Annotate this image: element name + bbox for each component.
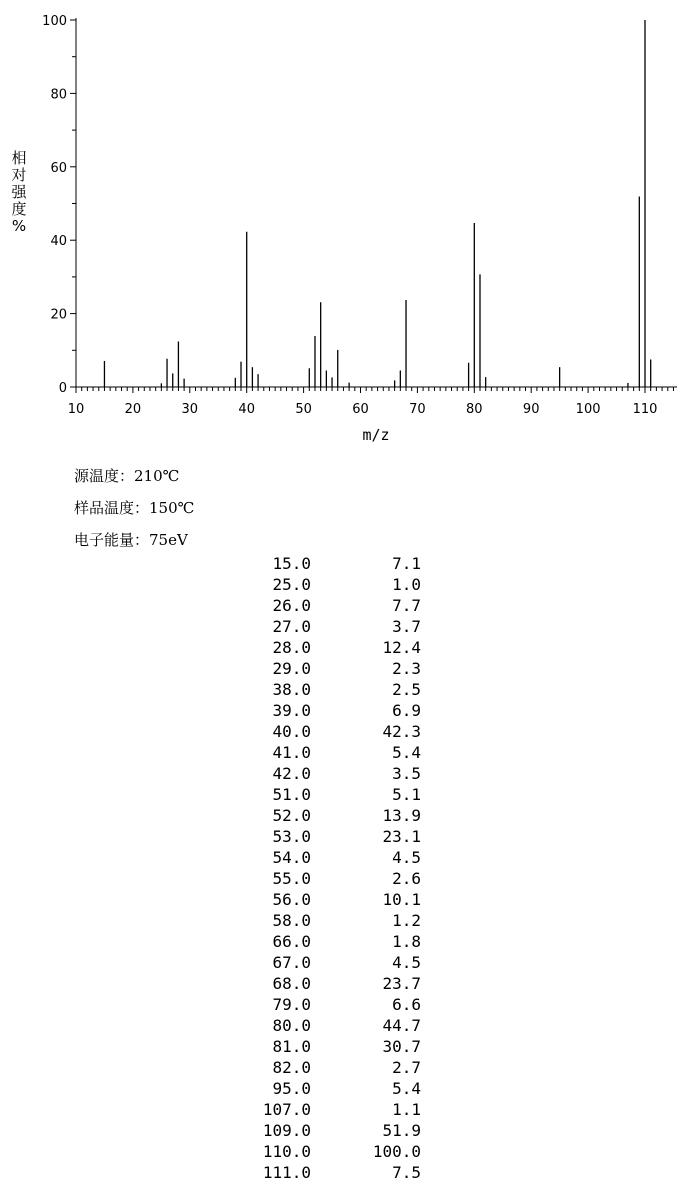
peak-row <box>0 554 680 575</box>
peak-abundance: 4.5 <box>392 953 421 972</box>
peak-row <box>0 827 680 848</box>
peak-mz: 82.0 <box>272 1058 311 1077</box>
peak-mz: 79.0 <box>272 995 311 1014</box>
peak-abundance: 13.9 <box>382 806 421 825</box>
peak-row <box>0 1016 680 1037</box>
peak-row <box>0 911 680 932</box>
y-axis-label-char: 相 <box>11 149 27 167</box>
sample-temperature: 样品温度：150℃ <box>74 499 195 517</box>
peak-mz: 109.0 <box>262 1121 311 1140</box>
peak-row <box>0 1079 680 1100</box>
peak-abundance: 1.1 <box>392 1100 421 1119</box>
peak-row <box>0 995 680 1016</box>
peak-row <box>0 701 680 722</box>
peak-mz: 27.0 <box>272 617 311 636</box>
peak-abundance: 44.7 <box>382 1016 421 1035</box>
y-tick-label: 20 <box>50 307 67 323</box>
x-tick-label: 90 <box>522 402 540 417</box>
peak-row <box>0 932 680 953</box>
x-tick-label: 50 <box>295 402 312 417</box>
x-tick-label: 110 <box>632 402 658 417</box>
y-tick-label: 80 <box>50 87 67 103</box>
peak-mz: 81.0 <box>272 1037 311 1056</box>
y-tick-label: 40 <box>50 234 67 250</box>
peak-abundance: 30.7 <box>382 1037 421 1056</box>
x-tick-label: 70 <box>409 402 426 417</box>
peak-row <box>0 785 680 806</box>
peak-mz: 95.0 <box>272 1079 311 1098</box>
peak-mz: 29.0 <box>272 659 311 678</box>
peak-row <box>0 953 680 974</box>
x-tick-label: 20 <box>124 402 142 417</box>
y-axis-label-char: 度 <box>11 200 27 218</box>
peak-mz: 41.0 <box>272 743 311 762</box>
peak-row <box>0 806 680 827</box>
peak-row <box>0 1163 680 1184</box>
peak-abundance: 23.1 <box>382 827 421 846</box>
peak-abundance: 7.1 <box>392 554 421 573</box>
peak-abundance: 5.4 <box>392 1079 421 1098</box>
peak-mz: 26.0 <box>272 596 311 615</box>
peak-abundance: 51.9 <box>382 1121 421 1140</box>
x-tick-label: 40 <box>238 402 255 417</box>
peak-row <box>0 890 680 911</box>
peak-row <box>0 848 680 869</box>
peak-abundance: 5.4 <box>392 743 421 762</box>
peak-mz: 28.0 <box>272 638 311 657</box>
peak-mz: 15.0 <box>272 554 311 573</box>
peak-mz: 111.0 <box>262 1163 311 1182</box>
x-tick-label: 80 <box>466 402 483 417</box>
peak-mz: 67.0 <box>272 953 311 972</box>
peak-row <box>0 869 680 890</box>
peak-abundance: 1.2 <box>392 911 421 930</box>
peak-row <box>0 575 680 596</box>
peak-row <box>0 638 680 659</box>
peak-row <box>0 974 680 995</box>
peak-mz: 68.0 <box>272 974 311 993</box>
peak-abundance: 7.7 <box>392 596 421 615</box>
peak-abundance: 1.8 <box>392 932 421 951</box>
peak-abundance: 42.3 <box>382 722 421 741</box>
peak-abundance: 12.4 <box>382 638 421 657</box>
peak-abundance: 3.7 <box>392 617 421 636</box>
peak-abundance: 2.5 <box>392 680 421 699</box>
peak-abundance: 10.1 <box>382 890 421 909</box>
peak-mz: 40.0 <box>272 722 311 741</box>
peak-mz: 25.0 <box>272 575 311 594</box>
peak-abundance: 2.6 <box>392 869 421 888</box>
peak-row <box>0 596 680 617</box>
peak-row <box>0 1100 680 1121</box>
peak-mz: 52.0 <box>272 806 311 825</box>
peak-abundance: 4.5 <box>392 848 421 867</box>
peak-mz: 42.0 <box>272 764 311 783</box>
peak-row <box>0 1037 680 1058</box>
peak-mz: 58.0 <box>272 911 311 930</box>
peak-mz: 107.0 <box>262 1100 311 1119</box>
y-tick-label: 0 <box>58 381 67 396</box>
instrument-parameters <box>74 462 194 558</box>
peak-mz: 56.0 <box>272 890 311 909</box>
peak-mz: 54.0 <box>272 848 311 867</box>
y-axis-label <box>8 150 30 235</box>
peak-abundance: 2.3 <box>392 659 421 678</box>
chart-axes <box>42 14 677 417</box>
peak-mz: 55.0 <box>272 869 311 888</box>
peak-row <box>0 680 680 701</box>
peak-row <box>0 1058 680 1079</box>
peak-abundance: 1.0 <box>392 575 421 594</box>
electron-energy: 电子能量：75eV <box>74 531 188 549</box>
y-axis-label-char: 对 <box>11 166 27 184</box>
y-tick-label: 100 <box>42 14 67 29</box>
x-tick-label: 100 <box>575 402 601 417</box>
peak-mz: 66.0 <box>272 932 311 951</box>
peak-abundance: 3.5 <box>392 764 421 783</box>
peak-mz: 53.0 <box>272 827 311 846</box>
peak-abundance: 23.7 <box>382 974 421 993</box>
peak-abundance: 6.9 <box>392 701 421 720</box>
x-tick-label: 60 <box>352 402 369 417</box>
chart-bars <box>104 20 650 387</box>
peak-row <box>0 764 680 785</box>
x-tick-label: 30 <box>181 402 199 417</box>
y-axis-label-char: 强 <box>11 183 27 201</box>
x-axis-label: m/z <box>362 426 390 444</box>
peak-mz: 110.0 <box>262 1142 311 1161</box>
peak-abundance: 100.0 <box>372 1142 421 1161</box>
peak-abundance: 2.7 <box>392 1058 421 1077</box>
peak-abundance: 6.6 <box>392 995 421 1014</box>
peak-row <box>0 1142 680 1163</box>
peak-mz: 38.0 <box>272 680 311 699</box>
peak-mz: 80.0 <box>272 1016 311 1035</box>
peak-row <box>0 1121 680 1142</box>
peak-row <box>0 743 680 764</box>
peak-abundance: 7.5 <box>392 1163 421 1182</box>
peak-row <box>0 659 680 680</box>
peak-row <box>0 617 680 638</box>
peak-table <box>0 554 680 1184</box>
peak-mz: 51.0 <box>272 785 311 804</box>
mass-spectrum-chart <box>0 0 680 450</box>
source-temperature: 源温度：210℃ <box>74 467 180 485</box>
peak-row <box>0 722 680 743</box>
x-tick-label: 10 <box>67 402 85 417</box>
y-tick-label: 60 <box>50 160 67 176</box>
peak-mz: 39.0 <box>272 701 311 720</box>
peak-abundance: 5.1 <box>392 785 421 804</box>
y-axis-label-char: % <box>11 217 27 235</box>
